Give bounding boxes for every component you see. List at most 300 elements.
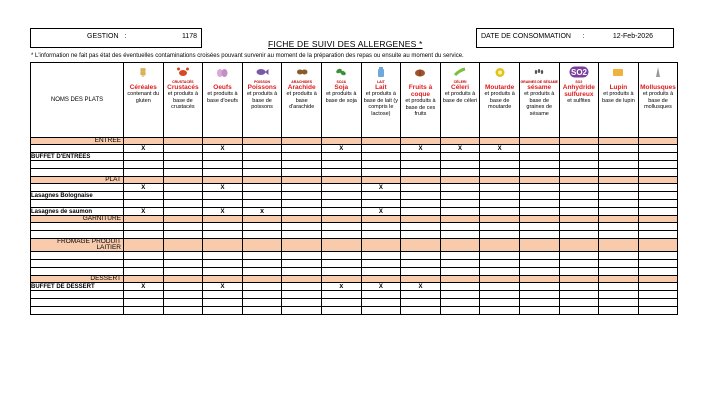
allergen-mark-cell (519, 307, 559, 315)
allergen-mark-cell (163, 307, 203, 315)
section-cell (440, 216, 480, 223)
allergen-mark-cell (599, 161, 639, 169)
allergen-mark-cell (638, 231, 678, 239)
allergen-mark-cell (519, 145, 559, 153)
consumption-date-box (476, 28, 674, 48)
section-cell (519, 239, 559, 252)
allergen-mark-cell (638, 184, 678, 192)
allergen-mark-cell (519, 208, 559, 216)
allergen-mark-cell (203, 231, 243, 239)
allergen-mark-cell (519, 299, 559, 307)
allergen-mark-cell (519, 161, 559, 169)
allergen-mark-cell (163, 223, 203, 231)
allergen-mark-cell (242, 145, 282, 153)
allergen-mark-cell (559, 145, 599, 153)
section-cell (599, 177, 639, 184)
allergen-mark-cell (361, 223, 401, 231)
section-row (31, 239, 678, 252)
celery-icon (441, 65, 480, 79)
section-cell (124, 177, 164, 184)
allergen-description: et produits à base de céleri (442, 91, 478, 104)
allergen-mark-cell (124, 231, 164, 239)
allergen-mark-cell (124, 200, 164, 208)
allergen-mark-cell (480, 260, 520, 268)
section-label: PLAT (31, 177, 124, 184)
allergen-mark-cell (440, 291, 480, 299)
allergen-mark-cell (401, 260, 441, 268)
allergen-header-lupin (599, 63, 639, 138)
table-row (31, 260, 678, 268)
section-cell (163, 216, 203, 223)
allergen-mark-cell (638, 192, 678, 200)
section-cell (361, 276, 401, 283)
allergen-mark-cell (361, 268, 401, 276)
allergen-mark-cell (361, 260, 401, 268)
allergen-mark-cell (559, 192, 599, 200)
allergen-mark-cell (519, 268, 559, 276)
section-cell (242, 177, 282, 184)
allergen-mark-cell (480, 200, 520, 208)
wheat-icon (124, 65, 163, 79)
allergen-mark-cell (163, 192, 203, 200)
allergen-name: Mollusques (640, 84, 676, 91)
allergen-mark-cell (638, 200, 678, 208)
allergen-mark-cell (361, 169, 401, 177)
section-row (31, 216, 678, 223)
section-cell (519, 138, 559, 145)
allergen-mark-cell (440, 231, 480, 239)
section-cell (321, 177, 361, 184)
allergen-mark-cell (440, 260, 480, 268)
section-cell (163, 177, 203, 184)
section-row (31, 276, 678, 283)
allergen-mark-cell: X (440, 145, 480, 153)
allergen-mark-cell (242, 260, 282, 268)
allergen-mark-cell (401, 307, 441, 315)
allergen-mark-cell: X (124, 184, 164, 192)
table-row (31, 252, 678, 260)
section-cell (638, 216, 678, 223)
allergen-mark-cell (124, 223, 164, 231)
allergen-name: Céleri (451, 84, 470, 91)
allergen-name: Crustacés (167, 84, 199, 91)
allergen-mark-cell (638, 208, 678, 216)
dish-name (31, 223, 124, 231)
allergen-mark-cell (480, 169, 520, 177)
allergen-mark-cell (559, 291, 599, 299)
section-cell (599, 276, 639, 283)
table-row (31, 223, 678, 231)
allergen-mark-cell (638, 299, 678, 307)
table-row (31, 299, 678, 307)
allergen-mark-cell (124, 291, 164, 299)
allergen-mark-cell (519, 200, 559, 208)
allergen-mark-cell (440, 307, 480, 315)
allergen-mark-cell (163, 169, 203, 177)
allergen-mark-cell (480, 223, 520, 231)
allergen-mark-cell (282, 260, 322, 268)
section-cell (361, 177, 401, 184)
section-cell (282, 177, 322, 184)
table-row (31, 200, 678, 208)
section-cell (124, 276, 164, 283)
allergen-mark-cell (242, 184, 282, 192)
lupin-icon (599, 65, 638, 79)
allergen-mark-cell: X (203, 283, 243, 291)
allergen-mark-cell (440, 153, 480, 161)
allergen-mark-cell (242, 231, 282, 239)
gestion-value: 1178 (181, 33, 197, 40)
allergen-mark-cell (282, 291, 322, 299)
allergen-icon-label: GRAINES DE SÉSAME (520, 80, 558, 84)
allergen-mark-cell (163, 231, 203, 239)
dish-name: Lasagnes de saumon (31, 208, 124, 216)
allergen-mark-cell (163, 145, 203, 153)
section-cell (203, 177, 243, 184)
section-cell (638, 138, 678, 145)
allergen-mark-cell: X (361, 283, 401, 291)
allergen-mark-cell (361, 252, 401, 260)
allergen-header-crab (163, 63, 203, 138)
allergen-name: Lupin (609, 84, 628, 91)
allergen-mark-cell (242, 283, 282, 291)
allergen-header-row (31, 63, 678, 138)
allergen-mark-cell (321, 252, 361, 260)
allergen-mark-cell (203, 299, 243, 307)
allergen-header-soy (321, 63, 361, 138)
section-cell (519, 216, 559, 223)
allergen-mark-cell (599, 223, 639, 231)
allergen-mark-cell (480, 231, 520, 239)
allergen-mark-cell (163, 153, 203, 161)
dish-name: BUFFET D'ENTREES (31, 153, 124, 161)
section-cell (599, 138, 639, 145)
allergen-mark-cell (282, 307, 322, 315)
section-cell (242, 138, 282, 145)
document-title: FICHE DE SUIVI DES ALLERGENES * (268, 39, 423, 49)
allergen-mark-cell (401, 208, 441, 216)
table-row (31, 291, 678, 299)
allergen-mark-cell: x (321, 283, 361, 291)
allergen-mark-cell: X (124, 208, 164, 216)
section-row (31, 177, 678, 184)
allergen-mark-cell (519, 169, 559, 177)
allergen-mark-cell (361, 231, 401, 239)
allergen-mark-cell (124, 307, 164, 315)
allergen-mark-cell (401, 268, 441, 276)
allergen-mark-cell (321, 268, 361, 276)
allergen-mark-cell (321, 169, 361, 177)
allergen-mark-cell (361, 192, 401, 200)
section-cell (321, 216, 361, 223)
allergen-mark-cell (401, 192, 441, 200)
allergen-icon-label: LAIT (376, 80, 385, 84)
table-row (31, 268, 678, 276)
allergen-mark-cell (242, 161, 282, 169)
section-cell (519, 276, 559, 283)
allergen-mark-cell (638, 169, 678, 177)
allergen-mark-cell (124, 268, 164, 276)
table-row (31, 145, 678, 153)
allergen-mark-cell (559, 260, 599, 268)
section-cell (638, 276, 678, 283)
allergen-description: et produits à base de mollusques (642, 91, 674, 110)
allergen-mark-cell: X (203, 184, 243, 192)
allergen-mark-cell (440, 268, 480, 276)
allergen-mark-cell (480, 307, 520, 315)
allergen-mark-cell: X (480, 145, 520, 153)
allergen-mark-cell: X (124, 145, 164, 153)
allergen-mark-cell (361, 153, 401, 161)
allergen-mark-cell (401, 291, 441, 299)
allergen-mark-cell (638, 145, 678, 153)
allergen-mark-cell (480, 283, 520, 291)
allergen-mark-cell (559, 169, 599, 177)
allergen-description: et produits à base d'oeufs (206, 91, 238, 104)
allergen-mark-cell (321, 291, 361, 299)
allergen-mark-cell (242, 268, 282, 276)
section-cell (361, 239, 401, 252)
allergen-mark-cell (321, 208, 361, 216)
allergen-mark-cell (401, 153, 441, 161)
allergen-name: Lait (375, 84, 387, 91)
allergen-mark-cell (559, 252, 599, 260)
section-cell (361, 216, 401, 223)
section-cell (124, 138, 164, 145)
allergen-mark-cell (282, 184, 322, 192)
allergen-mark-cell (242, 169, 282, 177)
section-row (31, 138, 678, 145)
allergen-mark-cell (519, 192, 559, 200)
allergen-mark-cell (203, 260, 243, 268)
allergen-mark-cell (401, 223, 441, 231)
allergen-mark-cell (440, 192, 480, 200)
section-cell (559, 216, 599, 223)
allergen-mark-cell (440, 283, 480, 291)
section-cell (401, 276, 441, 283)
allergen-name: Fruits à coque (408, 84, 433, 98)
allergen-description: et produits à base de lait (y compris le lactose) (363, 91, 398, 117)
allergen-mark-cell: X (401, 283, 441, 291)
section-cell (321, 276, 361, 283)
allergen-mark-cell (203, 223, 243, 231)
allergen-mark-cell (361, 161, 401, 169)
allergen-mark-cell (638, 260, 678, 268)
allergen-mark-cell (638, 283, 678, 291)
allergen-mark-cell (124, 169, 164, 177)
soy-icon (322, 65, 361, 79)
allergen-mark-cell (599, 252, 639, 260)
allergen-mark-cell (242, 200, 282, 208)
allergen-mark-cell (559, 153, 599, 161)
allergen-mark-cell (599, 260, 639, 268)
section-cell (203, 216, 243, 223)
section-cell (440, 138, 480, 145)
section-label: DESSERT (31, 276, 124, 283)
allergen-mark-cell (163, 184, 203, 192)
allergen-mark-cell (282, 252, 322, 260)
allergen-description: et sulfites (567, 98, 591, 104)
allergen-mark-cell (282, 223, 322, 231)
allergen-mark-cell (599, 283, 639, 291)
allergen-mark-cell (242, 291, 282, 299)
allergen-mark-cell (203, 192, 243, 200)
allergen-description: et produits à base de crustacés (167, 91, 199, 110)
allergen-icon-label: CRUSTACÉS (172, 80, 194, 84)
dish-names-header: NOMS DES PLATS (31, 63, 124, 138)
allergen-name: Arachide (287, 84, 316, 91)
dish-name (31, 252, 124, 260)
allergen-description: et produits à base de ces fruits (405, 98, 436, 117)
gestion-box (30, 28, 202, 48)
dish-name (31, 161, 124, 169)
allergen-mark-cell (282, 145, 322, 153)
allergen-header-nuts (401, 63, 441, 138)
allergen-header-eggs (203, 63, 243, 138)
section-cell (519, 177, 559, 184)
table-row (31, 153, 678, 161)
allergen-name: Moutarde (485, 84, 515, 91)
allergen-header-so2 (559, 63, 599, 138)
allergen-mark-cell: X (203, 208, 243, 216)
table-row (31, 307, 678, 315)
section-cell (401, 239, 441, 252)
allergen-header-shellfish (638, 63, 678, 138)
allergen-description: et produits à base de lupin (602, 91, 635, 104)
allergen-mark-cell (361, 299, 401, 307)
svg-text:SO2: SO2 (570, 68, 587, 77)
allergen-mark-cell (401, 299, 441, 307)
allergen-icon-label: SOJA (336, 80, 347, 84)
allergen-mark-cell (599, 268, 639, 276)
allergen-mark-cell (282, 268, 322, 276)
milk-icon (362, 65, 401, 79)
allergen-name: sésame (527, 84, 552, 91)
section-cell (163, 138, 203, 145)
table-row (31, 184, 678, 192)
section-cell (203, 276, 243, 283)
allergen-mark-cell (163, 208, 203, 216)
nuts-icon (401, 65, 440, 79)
allergen-mark-cell (163, 299, 203, 307)
allergen-mark-cell (401, 200, 441, 208)
allergen-description: et produits à base de graines de sésame (524, 91, 555, 117)
table-row (31, 161, 678, 169)
allergen-mark-cell (361, 145, 401, 153)
allergen-mark-cell: X (401, 145, 441, 153)
dish-name (31, 145, 124, 153)
allergen-header-sesame (519, 63, 559, 138)
allergen-header-peanut (282, 63, 322, 138)
allergen-mark-cell (321, 223, 361, 231)
allergen-mark-cell (440, 161, 480, 169)
allergen-mark-cell (480, 252, 520, 260)
allergen-mark-cell (599, 208, 639, 216)
section-cell (559, 138, 599, 145)
section-cell (599, 239, 639, 252)
allergen-mark-cell (124, 192, 164, 200)
allergen-mark-cell (599, 231, 639, 239)
allergen-mark-cell (203, 153, 243, 161)
consumption-date-label: DATE DE CONSOMMATION : (481, 33, 585, 40)
allergen-mark-cell (282, 169, 322, 177)
allergen-mark-cell (203, 268, 243, 276)
allergen-mark-cell (559, 283, 599, 291)
allergen-mark-cell (559, 184, 599, 192)
section-cell (242, 216, 282, 223)
allergen-mark-cell (242, 192, 282, 200)
allergen-mark-cell (599, 153, 639, 161)
allergen-mark-cell (440, 200, 480, 208)
allergen-mark-cell (638, 252, 678, 260)
allergen-mark-cell (599, 299, 639, 307)
allergen-mark-cell (321, 184, 361, 192)
allergen-mark-cell (401, 184, 441, 192)
section-cell (203, 239, 243, 252)
allergen-description: et produits à base de poissons (246, 91, 278, 110)
section-label: ENTREE (31, 138, 124, 145)
allergen-mark-cell: X (361, 208, 401, 216)
section-cell (480, 216, 520, 223)
section-cell (440, 276, 480, 283)
allergen-mark-cell (638, 291, 678, 299)
allergen-mark-cell (599, 169, 639, 177)
allergen-mark-cell (638, 161, 678, 169)
dish-name (31, 299, 124, 307)
so2-icon (560, 65, 599, 79)
allergen-mark-cell (440, 184, 480, 192)
allergen-mark-cell (124, 299, 164, 307)
section-label: GARNITURE (31, 216, 124, 223)
allergen-mark-cell (124, 252, 164, 260)
table-row (31, 283, 678, 291)
allergen-mark-cell (282, 200, 322, 208)
allergen-mark-cell: X (361, 184, 401, 192)
allergen-icon-label: CÉLERI (453, 80, 467, 84)
section-cell (282, 276, 322, 283)
peanut-icon (282, 65, 321, 79)
allergen-name: Soja (334, 84, 349, 91)
section-cell (242, 239, 282, 252)
section-cell (638, 177, 678, 184)
allergen-mark-cell (163, 260, 203, 268)
allergen-mark-cell (559, 223, 599, 231)
sesame-icon (520, 65, 559, 79)
allergen-mark-cell (361, 307, 401, 315)
allergen-mark-cell (480, 161, 520, 169)
allergen-mark-cell (519, 260, 559, 268)
section-cell (559, 177, 599, 184)
allergen-mark-cell (599, 192, 639, 200)
allergen-mark-cell (559, 231, 599, 239)
gestion-label: GESTION : (87, 33, 127, 40)
allergen-mark-cell (321, 260, 361, 268)
allergen-mark-cell (519, 231, 559, 239)
allergen-mark-cell (480, 208, 520, 216)
allergen-description: et produits à base d'arachide (286, 91, 317, 110)
allergen-mark-cell (282, 231, 322, 239)
section-cell (401, 177, 441, 184)
section-cell (401, 216, 441, 223)
table-row (31, 169, 678, 177)
allergen-mark-cell (321, 231, 361, 239)
allergen-mark-cell (638, 223, 678, 231)
allergen-mark-cell (361, 291, 401, 299)
allergen-mark-cell (519, 283, 559, 291)
allergen-mark-cell (559, 208, 599, 216)
table-row (31, 192, 678, 200)
allergen-mark-cell (203, 307, 243, 315)
